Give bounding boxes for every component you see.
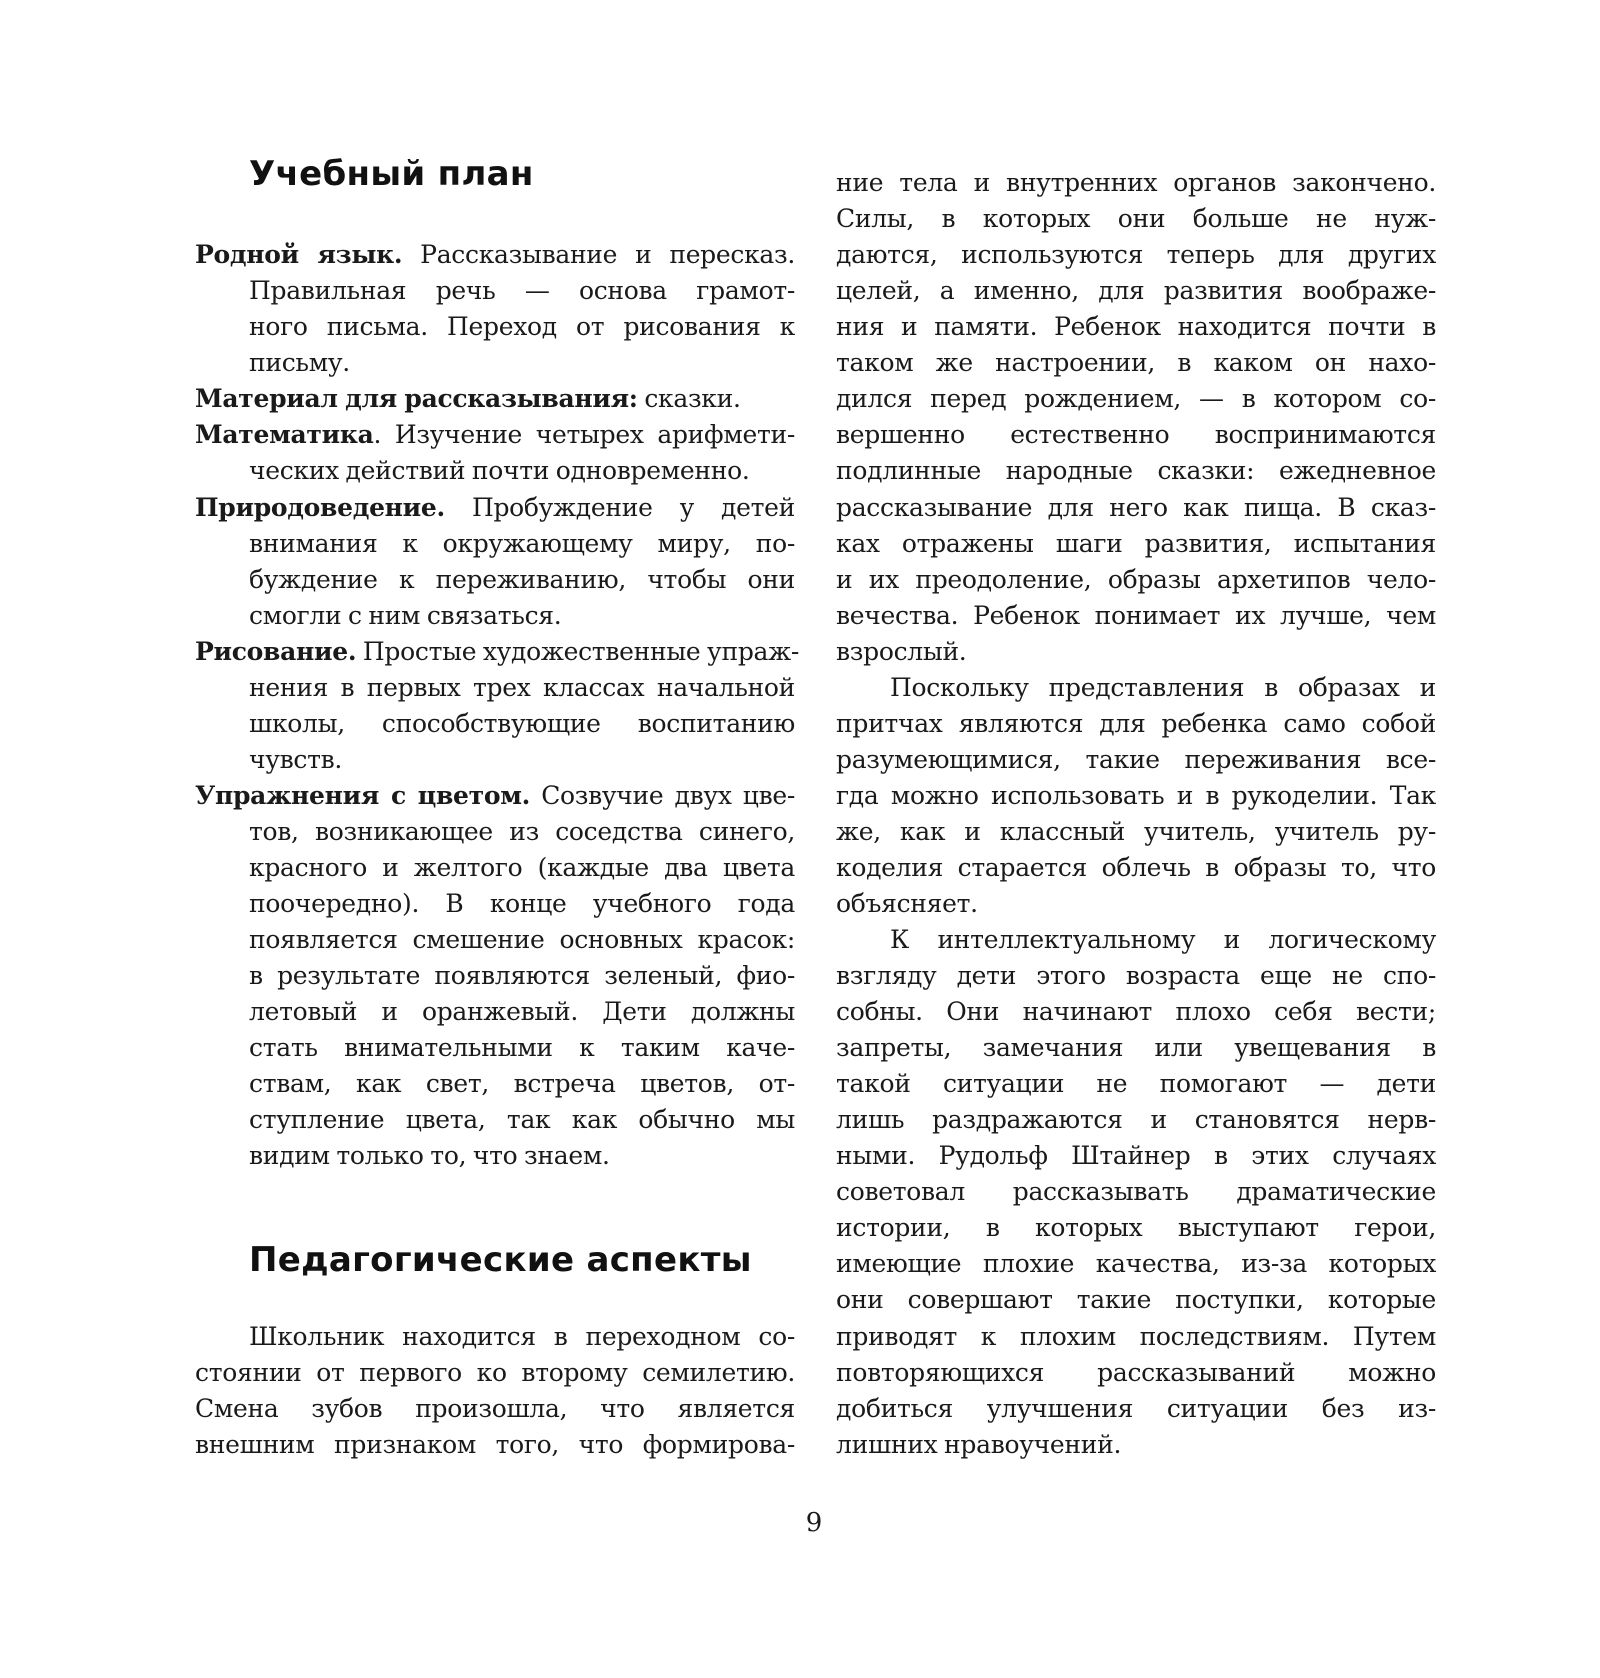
paragraph-line: Поскольку представления в образах и bbox=[890, 673, 1436, 702]
section-title-pedagogical-aspects: Педагогические аспекты bbox=[249, 1240, 752, 1280]
entry-line: ствам, как свет, встреча цветов, от- bbox=[249, 1069, 795, 1098]
entry-term: Математика bbox=[195, 420, 374, 449]
entry-nature-study: Природоведение. Пробуждение у детей bbox=[195, 493, 795, 522]
paragraph-line: повторяющихся рассказываний можно bbox=[836, 1358, 1436, 1387]
entry-line: видим только то, что знаем. bbox=[249, 1141, 610, 1170]
entry-line: ступление цвета, так как обычно мы bbox=[249, 1105, 795, 1134]
entry-drawing: Рисование. Простые художественные упраж- bbox=[195, 637, 799, 666]
entry-line: Правильная речь — основа грамот- bbox=[249, 276, 795, 305]
section-title-curriculum: Учебный план bbox=[249, 154, 534, 194]
paragraph-line: вечества. Ребенок понимает их лучше, чем bbox=[836, 601, 1436, 630]
paragraph-line: ными. Рудольф Штайнер в этих случаях bbox=[836, 1141, 1436, 1170]
entry-line: письму. bbox=[249, 348, 350, 377]
entry-line: ного письма. Переход от рисования к bbox=[249, 312, 795, 341]
paragraph-line: и их преодоление, образы архетипов чело- bbox=[836, 565, 1436, 594]
paragraph-line: разумеющимися, такие переживания все- bbox=[836, 745, 1436, 774]
entry-line: в результате появляются зеленый, фио- bbox=[249, 961, 795, 990]
entry-term: Рисование. bbox=[195, 637, 357, 666]
paragraph-line: взрослый. bbox=[836, 637, 967, 666]
page-number: 9 bbox=[805, 1508, 823, 1538]
entry-line: летовый и оранжевый. Дети должны bbox=[249, 997, 795, 1026]
entry-line: буждение к переживанию, чтобы они bbox=[249, 565, 795, 594]
paragraph-line: ние тела и внутренних органов закончено. bbox=[836, 168, 1436, 197]
paragraph-line: даются, используются теперь для других bbox=[836, 240, 1436, 269]
paragraph-line: советовал рассказывать драматические bbox=[836, 1177, 1436, 1206]
paragraph-line: Силы, в которых они больше не нуж- bbox=[836, 204, 1436, 233]
entry-line: стать внимательными к таким каче- bbox=[249, 1033, 795, 1062]
paragraph-line: коделия старается облечь в образы то, что bbox=[836, 853, 1436, 882]
paragraph-line: Школьник находится в переходном со- bbox=[249, 1322, 795, 1351]
entry-native-language: Родной язык. Рассказывание и пересказ. bbox=[195, 240, 795, 269]
paragraph-line: гда можно использовать и в рукоделии. Так bbox=[836, 781, 1436, 810]
entry-line: школы, способствующие воспитанию bbox=[249, 709, 795, 738]
entry-term: Природоведение. bbox=[195, 493, 445, 522]
paragraph-line: лишь раздражаются и становятся нерв- bbox=[836, 1105, 1436, 1134]
paragraph-line: целей, а именно, для развития воображе- bbox=[836, 276, 1436, 305]
paragraph-line: они совершают такие поступки, которые bbox=[836, 1285, 1436, 1314]
entry-term: Упражнения с цветом. bbox=[195, 781, 531, 810]
paragraph-line: ках отражены шаги развития, испытания bbox=[836, 529, 1436, 558]
paragraph-line: такой ситуации не помогают — дети bbox=[836, 1069, 1436, 1098]
entry-line: ческих действий почти одновременно. bbox=[249, 456, 750, 485]
entry-term: Родной язык. bbox=[195, 240, 403, 269]
entry-line: красного и желтого (каждые два цвета bbox=[249, 853, 795, 882]
paragraph-line: дился перед рождением, — в котором со- bbox=[836, 384, 1436, 413]
paragraph-line: объясняет. bbox=[836, 889, 978, 918]
paragraph-line: запреты, замечания или увещевания в bbox=[836, 1033, 1436, 1062]
entry-term: Материал для рассказывания: bbox=[195, 384, 638, 413]
paragraph-line: же, как и классный учитель, учитель ру- bbox=[836, 817, 1436, 846]
paragraph-line: Смена зубов произошла, что является bbox=[195, 1394, 795, 1423]
paragraph-line: внешним признаком того, что формирова- bbox=[195, 1430, 795, 1459]
entry-line: внимания к окружающему миру, по- bbox=[249, 529, 795, 558]
entry-line: поочередно). В конце учебного года bbox=[249, 889, 795, 918]
paragraph-line: таком же настроении, в каком он нахо- bbox=[836, 348, 1436, 377]
entry-mathematics: Математика. Изучение четырех арифмети- bbox=[195, 420, 795, 449]
paragraph-line: К интеллектуальному и логическому bbox=[890, 925, 1436, 954]
paragraph-line: вершенно естественно воспринимаются bbox=[836, 420, 1436, 449]
paragraph-line: подлинные народные сказки: ежедневное bbox=[836, 456, 1436, 485]
entry-color-exercises: Упражнения с цветом. Созвучие двух цве- bbox=[195, 781, 795, 810]
paragraph-line: добиться улучшения ситуации без из- bbox=[836, 1394, 1436, 1423]
paragraph-line: притчах являются для ребенка само собой bbox=[836, 709, 1436, 738]
entry-storytelling-material: Материал для рассказывания: сказки. bbox=[195, 384, 741, 413]
entry-line: тов, возникающее из соседства синего, bbox=[249, 817, 795, 846]
entry-line: появляется смешение основных красок: bbox=[249, 925, 795, 954]
entry-line: смогли с ним связаться. bbox=[249, 601, 562, 630]
paragraph-line: рассказывание для него как пища. В сказ- bbox=[836, 493, 1436, 522]
paragraph-line: истории, в которых выступают герои, bbox=[836, 1213, 1436, 1242]
paragraph-line: стоянии от первого ко второму семилетию. bbox=[195, 1358, 795, 1387]
paragraph-line: ния и памяти. Ребенок находится почти в bbox=[836, 312, 1436, 341]
paragraph-line: имеющие плохие качества, из-за которых bbox=[836, 1249, 1436, 1278]
paragraph-line: взгляду дети этого возраста еще не спо- bbox=[836, 961, 1436, 990]
entry-line: нения в первых трех классах начальной bbox=[249, 673, 795, 702]
paragraph-line: собны. Они начинают плохо себя вести; bbox=[836, 997, 1436, 1026]
entry-line: чувств. bbox=[249, 745, 343, 774]
paragraph-line: лишних нравоучений. bbox=[836, 1430, 1122, 1459]
paragraph-line: приводят к плохим последствиям. Путем bbox=[836, 1322, 1436, 1351]
